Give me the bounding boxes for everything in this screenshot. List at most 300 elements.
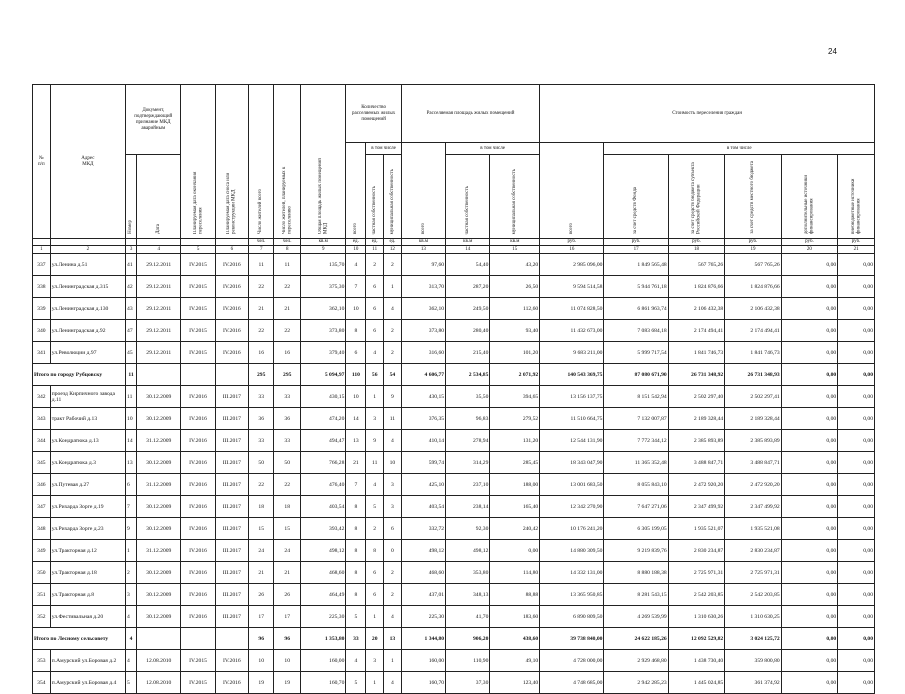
table-cell: 160,00 bbox=[301, 650, 346, 672]
table-cell: 22 bbox=[248, 276, 273, 298]
table-cell: III.2017 bbox=[215, 496, 248, 518]
table-cell: III.2017 bbox=[215, 518, 248, 540]
table-cell: IV.2016 bbox=[181, 540, 215, 562]
table-cell: IV.2016 bbox=[215, 672, 248, 694]
table-cell: 361 374,92 bbox=[725, 672, 781, 694]
table-cell: 19 bbox=[274, 672, 301, 694]
subtotal-cell: 0,00 bbox=[838, 628, 875, 650]
table-cell: 36 bbox=[274, 408, 301, 430]
unit-cell: кв.м bbox=[446, 239, 490, 246]
address-cell: ул.Кондратюка д.13 bbox=[50, 430, 125, 452]
table-cell: 464,49 bbox=[301, 584, 346, 606]
table-cell: 92,30 bbox=[446, 518, 490, 540]
table-cell: 474,20 bbox=[301, 408, 346, 430]
unit-cell bbox=[215, 239, 248, 246]
table-cell: III.2017 bbox=[215, 540, 248, 562]
table-cell: 11 bbox=[126, 386, 137, 408]
table-cell: 498,12 bbox=[401, 540, 445, 562]
table-cell: 8 bbox=[346, 320, 366, 342]
header-planned-demolition: Планируемая дата сноса или реконструкции МКД bbox=[215, 85, 248, 239]
table-cell: 4 bbox=[384, 606, 402, 628]
table-cell: 29.12.2011 bbox=[137, 342, 181, 364]
address-cell: п.Амурский ул.Боровая д.2 bbox=[50, 650, 125, 672]
table-row bbox=[33, 254, 875, 276]
header-area-incl: в том числе bbox=[446, 143, 540, 155]
subtotal-cell: 11 bbox=[126, 364, 137, 386]
unit-cell bbox=[50, 239, 125, 246]
table-header bbox=[33, 85, 875, 254]
page-number: 24 bbox=[828, 47, 837, 56]
row-number: 345 bbox=[33, 452, 51, 474]
table-cell: 0,00 bbox=[781, 474, 837, 496]
table-cell: 0,00 bbox=[781, 276, 837, 298]
row-number: 342 bbox=[33, 386, 51, 408]
header-doc-date: Дата bbox=[137, 155, 181, 239]
table-cell: 6 bbox=[366, 320, 384, 342]
table-cell: 393,42 bbox=[301, 518, 346, 540]
subtotal-cell: 0,00 bbox=[781, 364, 837, 386]
table-cell: IV.2016 bbox=[181, 386, 215, 408]
subtotal-label: Итого по городу Рубцовску bbox=[33, 364, 126, 386]
table-cell: 2 985 096,00 bbox=[540, 254, 604, 276]
table-cell: 11 365 352,48 bbox=[604, 452, 668, 474]
table-cell: 12 342 270,90 bbox=[540, 496, 604, 518]
table-cell: 0 bbox=[384, 540, 402, 562]
table-cell: IV.2015 bbox=[181, 276, 215, 298]
column-number-cell: 6 bbox=[215, 246, 248, 254]
table-cell: 2 542 203,85 bbox=[668, 584, 724, 606]
table-cell: 13 bbox=[126, 452, 137, 474]
units-row bbox=[33, 239, 875, 246]
table-cell: 114,80 bbox=[490, 562, 540, 584]
table-cell: 0,00 bbox=[838, 408, 875, 430]
table-cell: 47 bbox=[126, 320, 137, 342]
table-cell: 50 bbox=[248, 452, 273, 474]
table-cell: 2 bbox=[384, 342, 402, 364]
table-cell: 1 935 521,08 bbox=[725, 518, 781, 540]
table-cell: 2 189 328,44 bbox=[725, 408, 781, 430]
column-number-cell: 11 bbox=[366, 246, 384, 254]
column-number-cell: 21 bbox=[838, 246, 875, 254]
table-cell: 7 083 684,18 bbox=[604, 320, 668, 342]
table-cell: 4 bbox=[366, 342, 384, 364]
table-cell: 494,47 bbox=[301, 430, 346, 452]
table-cell: 1 bbox=[366, 672, 384, 694]
table-cell: 1 824 876,66 bbox=[668, 276, 724, 298]
table-cell: 30.12.2009 bbox=[137, 386, 181, 408]
table-cell: 16 bbox=[274, 342, 301, 364]
table-cell: 30.12.2009 bbox=[137, 606, 181, 628]
table-cell: 2 830 234,87 bbox=[668, 540, 724, 562]
table-cell: 9 683 211,00 bbox=[540, 342, 604, 364]
table-cell: 8 880 188,38 bbox=[604, 562, 668, 584]
table-cell: IV.2016 bbox=[181, 562, 215, 584]
column-number-cell: 1 bbox=[33, 246, 51, 254]
table-cell: 11 bbox=[366, 452, 384, 474]
table-cell: 8 bbox=[346, 562, 366, 584]
table-cell: 2 106 432,38 bbox=[725, 298, 781, 320]
table-cell: 24 bbox=[248, 540, 273, 562]
table-cell: IV.2016 bbox=[181, 474, 215, 496]
header-cost-total: всего bbox=[540, 143, 604, 239]
header-cost: Стоимость переселения граждан bbox=[540, 85, 875, 143]
table-cell: 7 132 007,87 bbox=[604, 408, 668, 430]
address-cell: ул.Ленинградская д.315 bbox=[50, 276, 125, 298]
unit-cell: ед. bbox=[366, 239, 384, 246]
header-number: № п/п bbox=[33, 85, 51, 239]
table-cell: 468,60 bbox=[401, 562, 445, 584]
table-cell: 2 385 893,89 bbox=[725, 430, 781, 452]
table-cell: 11 bbox=[248, 254, 273, 276]
unit-cell: руб. bbox=[725, 239, 781, 246]
table-cell: 567 765,26 bbox=[725, 254, 781, 276]
table-cell: 45 bbox=[126, 342, 137, 364]
table-cell: IV.2016 bbox=[215, 276, 248, 298]
subtotal-cell: 56 bbox=[366, 364, 384, 386]
table-cell: 0,00 bbox=[838, 386, 875, 408]
row-number: 354 bbox=[33, 672, 51, 694]
table-cell: III.2017 bbox=[215, 386, 248, 408]
table-cell: III.2017 bbox=[215, 408, 248, 430]
table-cell: 2 bbox=[384, 562, 402, 584]
column-number-cell: 8 bbox=[274, 246, 301, 254]
table-cell: 0,00 bbox=[838, 518, 875, 540]
row-number: 349 bbox=[33, 540, 51, 562]
table-cell: 11 432 673,00 bbox=[540, 320, 604, 342]
table-cell: 8 bbox=[346, 584, 366, 606]
column-number-row bbox=[33, 246, 875, 254]
table-cell: IV.2016 bbox=[181, 430, 215, 452]
table-cell: 19 bbox=[248, 672, 273, 694]
table-cell: 10 bbox=[346, 298, 366, 320]
table-cell: 498,12 bbox=[301, 540, 346, 562]
row-number: 339 bbox=[33, 298, 51, 320]
table-cell: 0,00 bbox=[781, 518, 837, 540]
address-cell: ул.Тракторная д.18 bbox=[50, 562, 125, 584]
table-cell: 1 438 730,40 bbox=[668, 650, 724, 672]
subtotal-cell: 4 bbox=[126, 628, 137, 650]
table-cell: III.2017 bbox=[215, 584, 248, 606]
subtotal-cell: 20 bbox=[366, 628, 384, 650]
table-cell: 37,30 bbox=[446, 672, 490, 694]
subtotal-cell: 33 bbox=[346, 628, 366, 650]
table-cell: 359 800,80 bbox=[725, 650, 781, 672]
table-cell: 160,70 bbox=[401, 672, 445, 694]
table-cell: 8 bbox=[346, 518, 366, 540]
table-cell: 237,10 bbox=[446, 474, 490, 496]
table-cell: 0,00 bbox=[781, 408, 837, 430]
table-cell: 225,30 bbox=[401, 606, 445, 628]
table-row bbox=[33, 518, 875, 540]
table-cell: 2 385 893,89 bbox=[668, 430, 724, 452]
table-cell: 279,52 bbox=[490, 408, 540, 430]
table-cell: 14 332 131,00 bbox=[540, 562, 604, 584]
table-cell: 2 942 285,23 bbox=[604, 672, 668, 694]
table-cell: 0,00 bbox=[781, 430, 837, 452]
table-cell: 225,30 bbox=[301, 606, 346, 628]
table-cell: 2 502 297,40 bbox=[668, 386, 724, 408]
table-cell: 4 bbox=[126, 606, 137, 628]
header-planned-end: Планируемая дата окончания переселения bbox=[181, 85, 215, 239]
table-cell: 35,50 bbox=[446, 386, 490, 408]
unit-cell bbox=[181, 239, 215, 246]
table-cell: 31.12.2009 bbox=[137, 430, 181, 452]
table-cell: 41,70 bbox=[446, 606, 490, 628]
table-cell: 2 bbox=[384, 320, 402, 342]
table-row bbox=[33, 298, 875, 320]
table-cell: 33 bbox=[248, 430, 273, 452]
table-cell: 1 310 630,25 bbox=[725, 606, 781, 628]
table-cell: 36 bbox=[248, 408, 273, 430]
row-number: 340 bbox=[33, 320, 51, 342]
table-cell: 410,14 bbox=[401, 430, 445, 452]
table-cell: 96,83 bbox=[446, 408, 490, 430]
column-number-cell: 10 bbox=[346, 246, 366, 254]
table-row bbox=[33, 474, 875, 496]
unit-cell: ед. bbox=[346, 239, 366, 246]
address-cell: ул.Кондратюка д.3 bbox=[50, 452, 125, 474]
table-row bbox=[33, 430, 875, 452]
header-address: Адрес МКД bbox=[50, 85, 125, 239]
table-cell: 437,01 bbox=[401, 584, 445, 606]
address-cell: ул.Тракторная д.12 bbox=[50, 540, 125, 562]
unit-cell: чел. bbox=[248, 239, 273, 246]
table-cell: 6 bbox=[366, 276, 384, 298]
subtotal-cell: 295 bbox=[248, 364, 273, 386]
table-cell: 7 bbox=[346, 276, 366, 298]
table-cell: 2 725 971,31 bbox=[725, 562, 781, 584]
table-cell: 29.12.2011 bbox=[137, 276, 181, 298]
table-cell: 376,35 bbox=[401, 408, 445, 430]
column-number-cell: 12 bbox=[384, 246, 402, 254]
table-cell: 430,15 bbox=[401, 386, 445, 408]
header-rooms: Количество расселяемых жилых помещений bbox=[346, 85, 401, 143]
table-cell: 332,72 bbox=[401, 518, 445, 540]
subtotal-cell: 24 622 185,26 bbox=[604, 628, 668, 650]
table-cell: IV.2016 bbox=[215, 298, 248, 320]
table-cell: 1 bbox=[126, 540, 137, 562]
subtotal-cell: 4 606,77 bbox=[401, 364, 445, 386]
table-cell: 1 310 630,26 bbox=[668, 606, 724, 628]
table-cell: III.2017 bbox=[215, 606, 248, 628]
table-body bbox=[33, 254, 875, 694]
table-cell: 22 bbox=[248, 474, 273, 496]
table-cell: IV.2016 bbox=[215, 254, 248, 276]
table-cell: III.2017 bbox=[215, 474, 248, 496]
unit-cell: кв.м bbox=[401, 239, 445, 246]
table-cell: 4 bbox=[126, 650, 137, 672]
subtotal-cell bbox=[181, 628, 215, 650]
table-cell: 33 bbox=[248, 386, 273, 408]
table-cell: 1 841 746,73 bbox=[668, 342, 724, 364]
table-cell: 1 bbox=[384, 650, 402, 672]
table-cell: 2 bbox=[384, 584, 402, 606]
table-cell: 21 bbox=[248, 562, 273, 584]
unit-cell: кв.м bbox=[301, 239, 346, 246]
table-cell: IV.2016 bbox=[181, 606, 215, 628]
row-number: 344 bbox=[33, 430, 51, 452]
table-cell: 2 bbox=[366, 254, 384, 276]
table-cell: 5 999 717,54 bbox=[604, 342, 668, 364]
table-cell: 10 bbox=[274, 650, 301, 672]
table-cell: 0,00 bbox=[781, 386, 837, 408]
table-cell: 0,00 bbox=[838, 584, 875, 606]
column-number-cell: 15 bbox=[490, 246, 540, 254]
table-row bbox=[33, 606, 875, 628]
table-cell: 14 bbox=[126, 430, 137, 452]
address-cell: ул.Ленина д.51 bbox=[50, 254, 125, 276]
subtotal-cell: 0,00 bbox=[838, 364, 875, 386]
table-cell: 12.08.2010 bbox=[137, 650, 181, 672]
table-cell: 314,29 bbox=[446, 452, 490, 474]
row-number: 341 bbox=[33, 342, 51, 364]
header-area-total: всего bbox=[401, 143, 445, 239]
table-cell: 3 bbox=[384, 496, 402, 518]
table-cell: 21 bbox=[274, 562, 301, 584]
table-cell: 280,40 bbox=[446, 320, 490, 342]
table-cell: 0,00 bbox=[781, 320, 837, 342]
table-cell: 6 bbox=[366, 562, 384, 584]
table-cell: 6 bbox=[346, 342, 366, 364]
column-number-cell: 14 bbox=[446, 246, 490, 254]
table-cell: 8 055 843,10 bbox=[604, 474, 668, 496]
table-cell: 285,45 bbox=[490, 452, 540, 474]
table-cell: 10 bbox=[126, 408, 137, 430]
table-cell: 425,10 bbox=[401, 474, 445, 496]
table-cell: 123,40 bbox=[490, 672, 540, 694]
table-cell: 26 bbox=[248, 584, 273, 606]
table-cell: 15 bbox=[248, 518, 273, 540]
table-cell: 54,40 bbox=[446, 254, 490, 276]
table-cell: 26 bbox=[274, 584, 301, 606]
subtotal-cell: 87 080 671,90 bbox=[604, 364, 668, 386]
table-cell: 30.12.2009 bbox=[137, 518, 181, 540]
row-number: 352 bbox=[33, 606, 51, 628]
table-cell: 5 bbox=[126, 672, 137, 694]
table-cell: 373,80 bbox=[401, 320, 445, 342]
table-cell: 1 841 746,73 bbox=[725, 342, 781, 364]
subtotal-cell: 295 bbox=[274, 364, 301, 386]
table-cell: 188,00 bbox=[490, 474, 540, 496]
table-cell: IV.2016 bbox=[181, 408, 215, 430]
table-cell: 7 647 271,06 bbox=[604, 496, 668, 518]
table-cell: 476,40 bbox=[301, 474, 346, 496]
table-cell: 29.12.2011 bbox=[137, 320, 181, 342]
subtotal-cell: 3 024 125,72 bbox=[725, 628, 781, 650]
table-cell: 3 488 847,71 bbox=[725, 452, 781, 474]
table-cell: 9 219 839,76 bbox=[604, 540, 668, 562]
header-residents-total: Число жителей всего bbox=[248, 85, 273, 239]
unit-cell: кв.м bbox=[490, 239, 540, 246]
table-cell: 1 824 876,66 bbox=[725, 276, 781, 298]
table-cell: 599,74 bbox=[401, 452, 445, 474]
table-cell: 567 765,26 bbox=[668, 254, 724, 276]
table-cell: 9 bbox=[384, 386, 402, 408]
table-cell: 33 bbox=[274, 386, 301, 408]
table-cell: 10 bbox=[346, 386, 366, 408]
subtotal-cell: 0,00 bbox=[781, 628, 837, 650]
subtotal-cell: 2 071,92 bbox=[490, 364, 540, 386]
table-cell: 2 725 971,31 bbox=[668, 562, 724, 584]
subtotal-cell: 12 092 529,82 bbox=[668, 628, 724, 650]
table-cell: 11 bbox=[384, 408, 402, 430]
subtotal-cell: 39 738 840,00 bbox=[540, 628, 604, 650]
table-cell: 5 bbox=[346, 606, 366, 628]
address-cell: ул.Рихарда Зорге д.19 bbox=[50, 496, 125, 518]
table-cell: 13 156 137,75 bbox=[540, 386, 604, 408]
resettlement-table bbox=[32, 84, 875, 694]
table-cell: 93,40 bbox=[490, 320, 540, 342]
row-number: 348 bbox=[33, 518, 51, 540]
address-cell: ул.Тракторная д.8 bbox=[50, 584, 125, 606]
table-cell: 403,54 bbox=[401, 496, 445, 518]
table-cell: 6 bbox=[366, 584, 384, 606]
subtotal-cell: 96 bbox=[248, 628, 273, 650]
table-cell: IV.2016 bbox=[215, 320, 248, 342]
table-cell: III.2017 bbox=[215, 430, 248, 452]
table-cell: 21 bbox=[346, 452, 366, 474]
subtotal-cell: 5 094,97 bbox=[301, 364, 346, 386]
table-row bbox=[33, 276, 875, 298]
table-cell: 0,00 bbox=[838, 496, 875, 518]
unit-cell: руб. bbox=[781, 239, 837, 246]
table-cell: 0,00 bbox=[838, 474, 875, 496]
table-cell: 6 861 963,74 bbox=[604, 298, 668, 320]
table-cell: 12.08.2010 bbox=[137, 672, 181, 694]
table-row bbox=[33, 408, 875, 430]
header-doc-number: Номер bbox=[126, 155, 137, 239]
table-cell: IV.2015 bbox=[181, 254, 215, 276]
table-cell: IV.2015 bbox=[181, 342, 215, 364]
header-total-area: Общая площадь жилых помещений МКД bbox=[301, 85, 346, 239]
table-cell: 0,00 bbox=[781, 540, 837, 562]
table-cell: 0,00 bbox=[781, 342, 837, 364]
table-cell: 12 544 131,90 bbox=[540, 430, 604, 452]
table-cell: 4 bbox=[346, 650, 366, 672]
table-cell: 21 bbox=[248, 298, 273, 320]
header-cost-additional: дополнительные источники финансирования bbox=[781, 155, 837, 239]
table-cell: 5 bbox=[366, 496, 384, 518]
table-cell: IV.2016 bbox=[181, 518, 215, 540]
table-row bbox=[33, 672, 875, 694]
subtotal-label: Итого по Лесному сельсовету bbox=[33, 628, 126, 650]
table-cell: 160,00 bbox=[401, 650, 445, 672]
table-cell: 2 502 297,41 bbox=[725, 386, 781, 408]
address-cell: ул.Рихарда Зорге д.23 bbox=[50, 518, 125, 540]
table-cell: 7 bbox=[346, 474, 366, 496]
header-cost-fund: за счет средств Фонда bbox=[604, 155, 668, 239]
table-cell: 13 001 683,50 bbox=[540, 474, 604, 496]
table-cell: 1 935 521,07 bbox=[668, 518, 724, 540]
row-number: 337 bbox=[33, 254, 51, 276]
table-cell: IV.2016 bbox=[215, 650, 248, 672]
table-cell: 13 bbox=[346, 430, 366, 452]
table-cell: III.2017 bbox=[215, 562, 248, 584]
table-cell: 0,00 bbox=[838, 276, 875, 298]
table-cell: 97,60 bbox=[401, 254, 445, 276]
table-cell: IV.2016 bbox=[181, 496, 215, 518]
table-cell: 18 bbox=[274, 496, 301, 518]
table-cell: 22 bbox=[274, 276, 301, 298]
table-cell: 110,90 bbox=[446, 650, 490, 672]
table-cell: IV.2015 bbox=[181, 298, 215, 320]
address-cell: ул.Ленинградская д.92 bbox=[50, 320, 125, 342]
table-cell: 362,10 bbox=[401, 298, 445, 320]
table-cell: III.2017 bbox=[215, 452, 248, 474]
table-cell: 7 bbox=[126, 496, 137, 518]
table-cell: 11 074 828,50 bbox=[540, 298, 604, 320]
table-cell: 6 305 199,05 bbox=[604, 518, 668, 540]
